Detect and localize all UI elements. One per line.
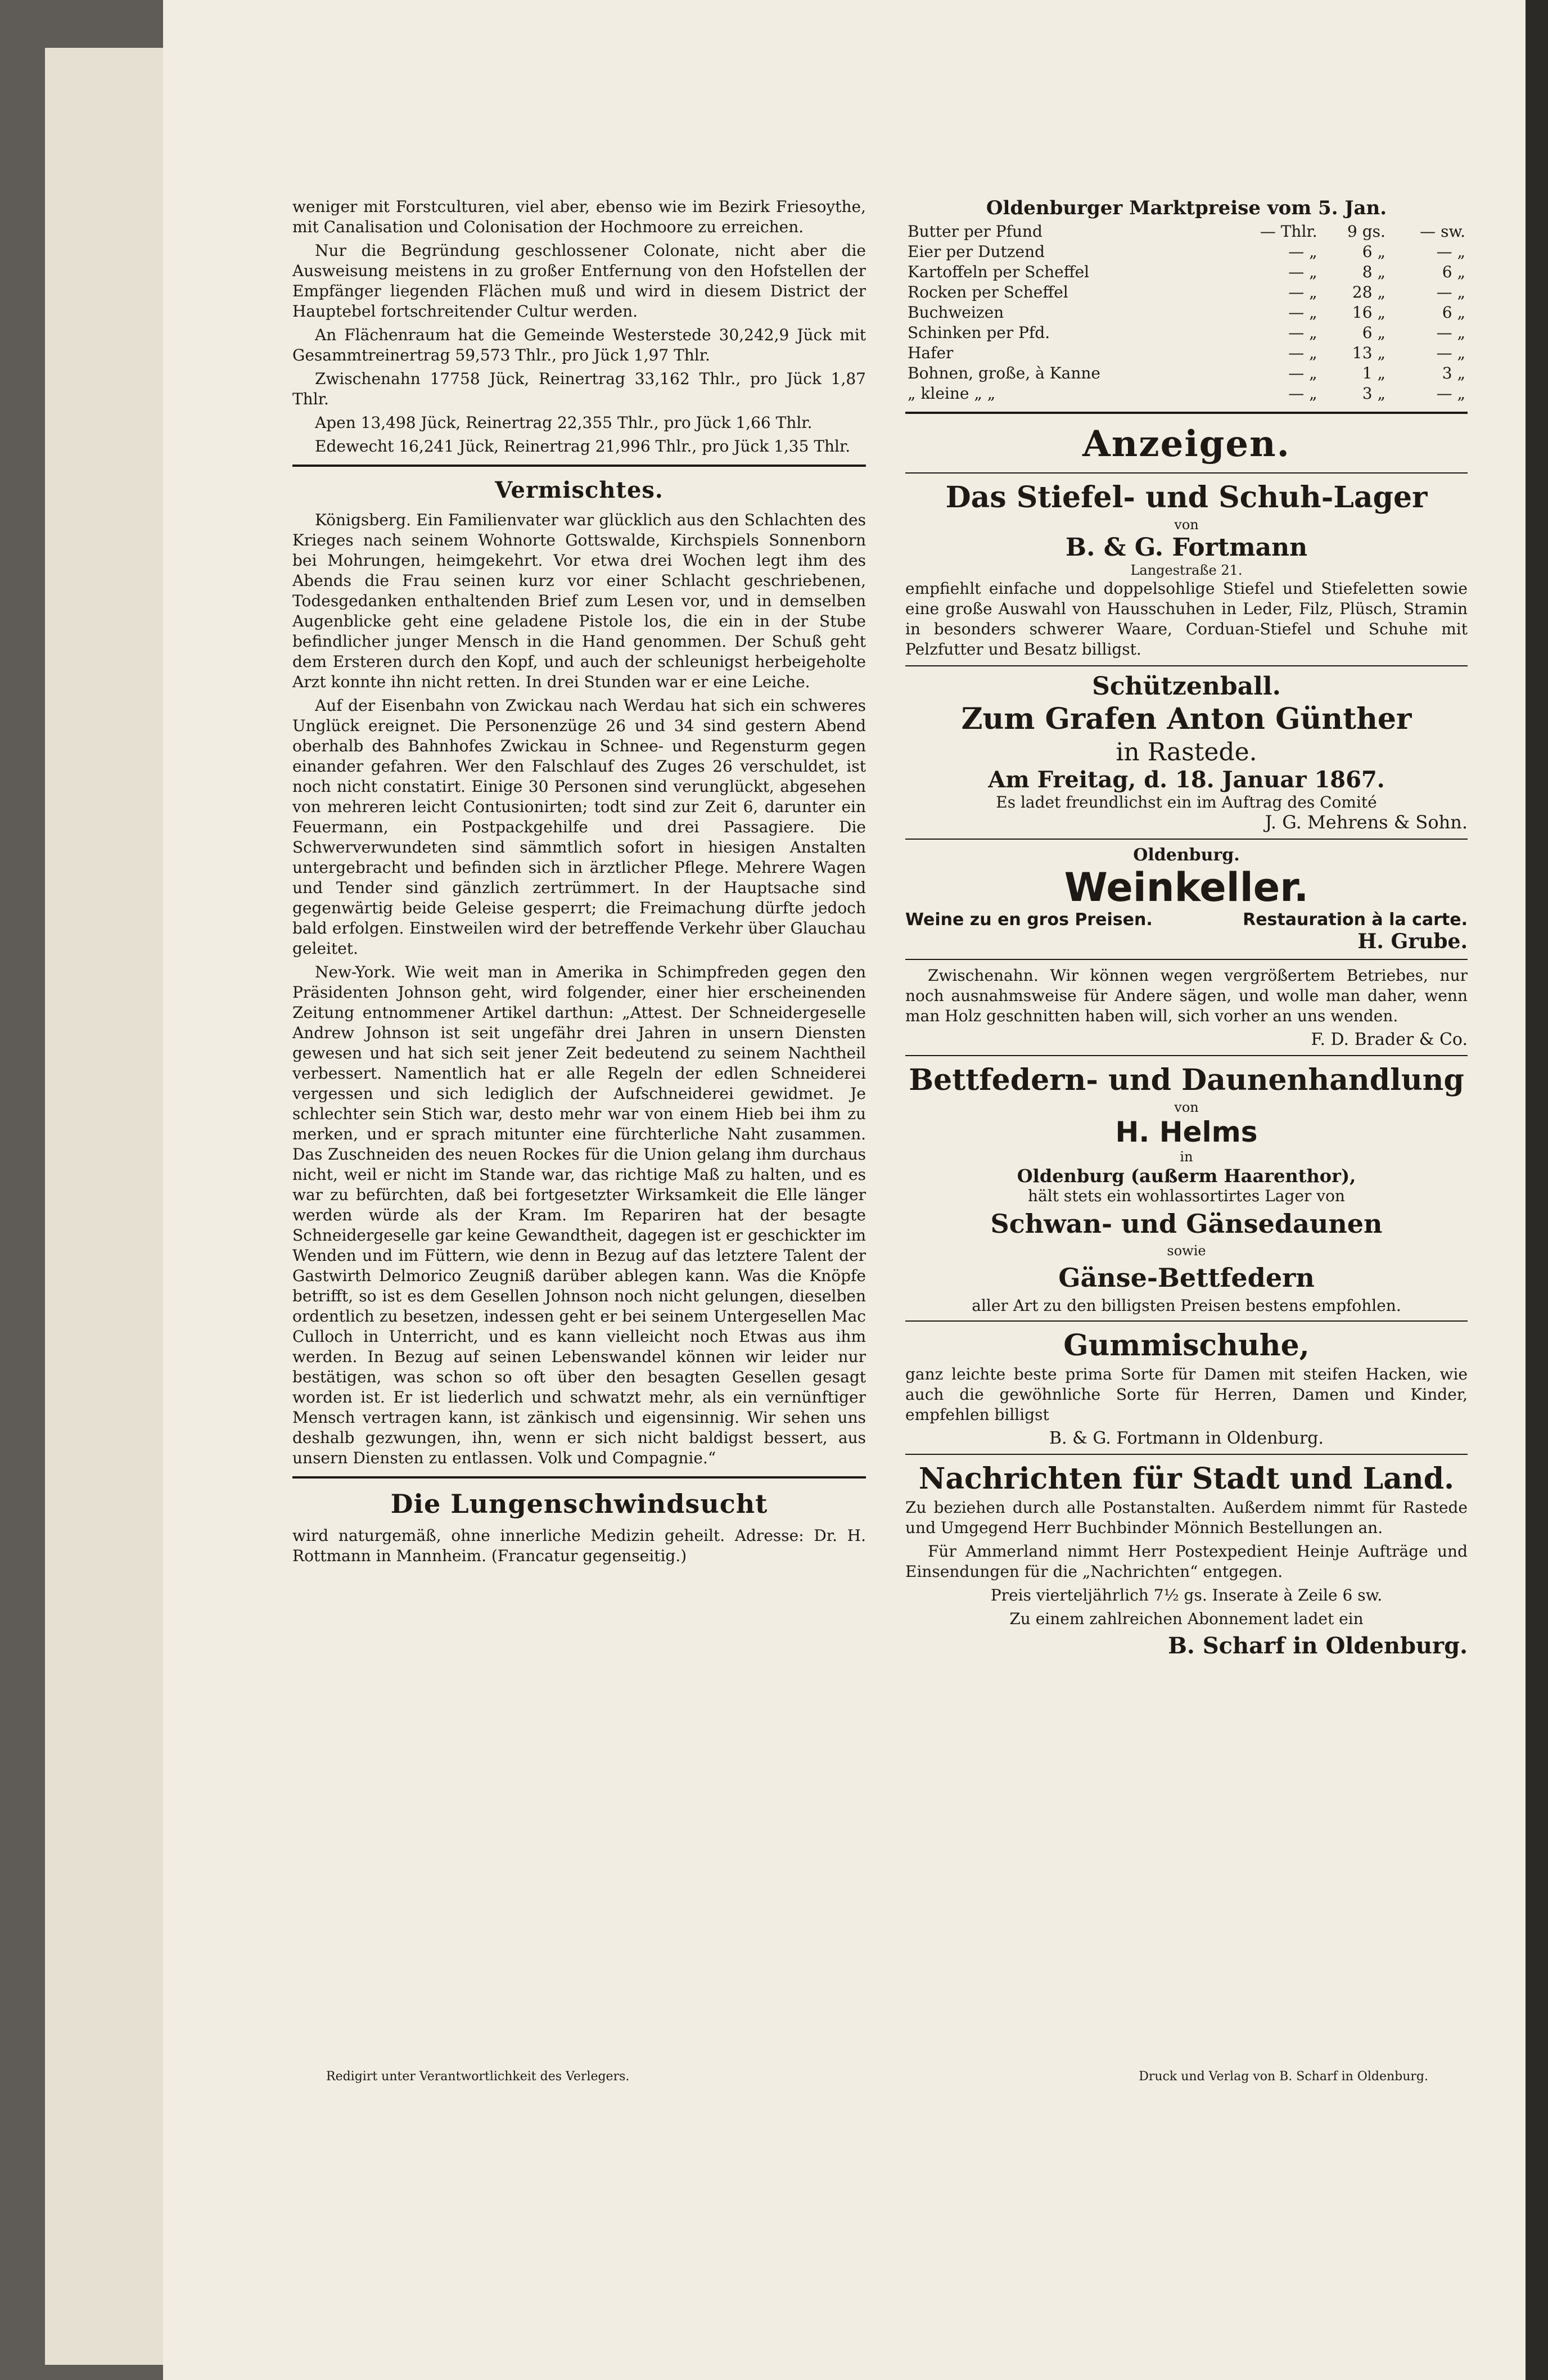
price-gs: 9 gs. <box>1347 222 1385 241</box>
newyork-article: New-York. Wie weit man in Amerika in Schimpfreden gegen den Präsidenten Johnson geht, wird folgender, einer hier erscheinenden Zeitung entnommener Artikel darthun: „Attest. Der Schneidergeselle Andrew Johnson ist seit ungefähr drei Jahren in unsern Diensten gewesen und hat sich seit jener Zeit bedeutend zu seinem Nachtheil verbessert. Namentlich hat er alle Regeln der edlen Schneiderei vergessen und sich lediglich der Aufschneiderei gewidmet. Je schlechter sein Stich war, desto mehr war von einem Hieb bei ihm zu merken, und er sprach mitunter eine fürchterliche Naht zusammen. Das Zuschneiden des neuen Rockes für die Union gelang ihm durchaus nicht, weil er nicht im Stande war, das richtige Maß zu halten, und es war zu befürchten, daß bei fortgesetzter Wirksamkeit die Elle länger werden würde als der Kram. Im Repariren hat der besagte Schneidergeselle gar keine Gewandtheit, dagegen ist er geschickter im Wenden und im Füttern, wie denn in Bezug auf das letztere Talent der Gastwirth Delmorico Zeugniß darüber ablegen kann. Was die Knöpfe betrifft, so ist es dem Gesellen Johnson noch nicht gelungen, dieselben ordentlich zu besetzen, indessen geht er bei seinem Untergesellen Mac Culloch in Unterricht, und es kann vielleicht noch Etwas aus ihm werden. In Bezug auf seinen Lebenswandel können wir leider nur bestätigen, was schon so oft über den besagten Gesellen gesagt worden ist. Er ist liederlich und schwatzt mehr, als ein vernünftiger Mensch vertragen kann, ist zänkisch und eigensinnig. Wir sehen uns deshalb gezwungen, ihn, wenn er sich nicht baldigst bessert, aus unsern Diensten zu entlassen. Volk und Compagnie.“ <box>292 963 866 1467</box>
ad-nachrichten-title: Nachrichten für Stadt und Land. <box>918 1462 1455 1496</box>
westerstede-text: An Flächenraum hat die Gemeinde Westerstede 30,242,9 Jück mit Gesammtreinertrag 59,573 Thlr., pro Jück 1,97 Thlr. <box>292 326 866 364</box>
ad-wein-sign: H. Grube. <box>1357 930 1468 953</box>
ad-bettfedern-title: Bettfedern- und Daunenhandlung <box>909 1063 1464 1097</box>
divider <box>292 1476 866 1479</box>
price-sw: — „ <box>1436 344 1465 362</box>
price-gs: 28 „ <box>1352 283 1385 301</box>
price-thlr: — „ <box>1288 364 1317 382</box>
price-item: Bohnen, große, à Kanne <box>908 364 1100 382</box>
ad-nachrichten-text1: Zu beziehen durch alle Postanstalten. Außerdem nimmt für Rastede und Umgegend Herr Buchbinder Mönnich Bestellungen an. <box>905 1498 1468 1537</box>
price-thlr: — „ <box>1288 283 1317 301</box>
ad-brader-text: Zwischenahn. Wir können wegen vergrößertem Betriebes, nur noch ausnahmsweise für Andere sägen, und wolle man daher, wenn man Holz geschnitten haben will, sich vorher an uns wenden. <box>905 966 1468 1025</box>
price-row <box>905 323 1468 343</box>
divider <box>905 959 1468 960</box>
price-thlr: — „ <box>1288 242 1317 261</box>
lungen-heading: Die Lungenschwindsucht <box>390 1489 768 1519</box>
ad-schuetzenball-title: Schützenball. <box>1092 672 1281 701</box>
intro-text: weniger mit Forstculturen, viel aber, ebenso wie im Bezirk Friesoythe, mit Canalisation und Colonisation der Hochmoore zu erreichen. <box>292 197 866 236</box>
footer-left: Redigirt unter Verantwortlichkeit des Verlegers. <box>326 2070 630 2084</box>
ad-wein-left: Weine zu en gros Preisen. <box>905 910 1153 930</box>
ad-brader-sign: F. D. Brader & Co. <box>1311 1030 1468 1049</box>
ad-nachrichten-text3: Preis vierteljährlich 7½ gs. Inserate à Zeile 6 sw. <box>990 1586 1383 1604</box>
price-row <box>905 303 1468 323</box>
price-sw: 6 „ <box>1442 263 1465 281</box>
ad-bettfedern-firm: H. Helms <box>1115 1116 1258 1148</box>
divider <box>905 1055 1468 1056</box>
price-thlr: — Thlr. <box>1260 222 1317 241</box>
ad-schuetzenball-place: in Rastede. <box>1116 738 1257 767</box>
ad-stiefel-title: Das Stiefel- und Schuh-Lager <box>945 480 1428 515</box>
ad-nachrichten-sign: B. Scharf in Oldenburg. <box>1168 1633 1468 1659</box>
footer <box>326 2070 1428 2084</box>
ad-bettfedern-federn: Gänse-Bettfedern <box>1058 1263 1315 1293</box>
price-sw: — sw. <box>1420 222 1465 241</box>
price-thlr: — „ <box>1288 344 1317 362</box>
ad-bettfedern-daunen: Schwan- und Gänsedaunen <box>990 1209 1383 1239</box>
divider <box>905 1320 1468 1322</box>
price-row <box>905 222 1468 242</box>
scan-edge <box>1526 0 1548 2380</box>
divider <box>905 1454 1468 1455</box>
price-item: Buchweizen <box>908 303 1004 322</box>
ad-gummischuhe-title: Gummischuhe, <box>1063 1328 1310 1363</box>
ad-stiefel-firm: B. & G. Fortmann <box>1065 533 1308 562</box>
left-column <box>292 197 866 1570</box>
zwickau-article: Auf der Eisenbahn von Zwickau nach Werdau hat sich ein schweres Unglück ereignet. Die Personenzüge 26 und 34 sind gestern Abend oberhalb des Bahnhofes Zwickau in Schnee- und Regensturm gegen einander gefahren. Wer den Falschlauf des Zuges 26 verschuldet, ist noch nicht constatirt. Einige 30 Personen sind verunglückt, abgesehen von mehreren leicht Contusionirten; todt sind zur Zeit 6, darunter ein Feuermann, ein Postpackgehilfe und drei Passagiere. Die Schwerverwundeten sind sämmtlich sofort in hiesigen Anstalten untergebracht und befinden sich in ärztlicher Pflege. Mehrere Wagen und Tender sind gänzlich zertrümmert. In der Hauptsache sind gegenwärtig beide Geleise gesperrt; die Freimachung dürfte jedoch bald erfolgen. Einstweilen wird der betreffende Verkehr über Glauchau geleitet. <box>292 696 866 958</box>
price-thlr: — „ <box>1288 303 1317 322</box>
price-sw: 3 „ <box>1442 364 1465 382</box>
ad-bettfedern-von: von <box>1174 1099 1199 1115</box>
ad-stiefel-address: Langestraße 21. <box>1130 562 1243 578</box>
zwischenahn-text: Zwischenahn 17758 Jück, Reinertrag 33,162 Thlr., pro Jück 1,87 Thlr. <box>292 369 866 408</box>
footer-right: Druck und Verlag von B. Scharf in Oldenburg. <box>1139 2070 1428 2084</box>
price-item: Schinken per Pfd. <box>908 323 1050 342</box>
price-gs: 3 „ <box>1362 384 1385 403</box>
edewecht-text: Edewecht 16,241 Jück, Reinertrag 21,996 Thlr., pro Jück 1,35 Thlr. <box>315 437 851 456</box>
price-sw: — „ <box>1436 384 1465 403</box>
colonate-text: Nur die Begründung geschlossener Colonate, nicht aber die Ausweisung meistens in zu großer Entfernung von den Hofstellen der Empfänger liegenden Flächen muß und wird in diesem District der Hauptebel fortschreitender Cultur werden. <box>292 241 866 321</box>
price-gs: 13 „ <box>1352 344 1385 362</box>
price-row <box>905 384 1468 404</box>
ad-schuetzenball-date: Am Freitag, d. 18. Januar 1867. <box>988 767 1385 793</box>
price-item: Rocken per Scheffel <box>908 283 1068 301</box>
price-item: Kartoffeln per Scheffel <box>908 263 1090 281</box>
right-column <box>905 197 1468 1659</box>
divider <box>905 472 1468 474</box>
ad-schuetzenball-sign: J. G. Mehrens & Sohn. <box>1265 812 1468 833</box>
ad-gummischuhe-text: ganz leichte beste prima Sorte für Damen mit steifen Hacken, wie auch die gewöhnliche Sorte für Herren, Damen und Kinder, empfehlen billigst <box>905 1365 1468 1424</box>
ad-bettfedern-in: in <box>1180 1149 1193 1165</box>
price-sw: — „ <box>1436 283 1465 301</box>
ad-wein-place: Oldenburg. <box>1133 845 1240 865</box>
ad-nachrichten-text2: Für Ammerland nimmt Herr Postexpedient Heinje Aufträge und Einsendungen für die „Nachrichten“ entgegen. <box>905 1542 1468 1581</box>
price-item: Hafer <box>908 344 954 362</box>
price-gs: 6 „ <box>1362 242 1385 261</box>
price-item: Butter per Pfund <box>908 222 1042 241</box>
ad-gummischuhe-sign: B. & G. Fortmann in Oldenburg. <box>1049 1428 1324 1448</box>
anzeigen-heading: Anzeigen. <box>1082 423 1290 465</box>
ad-schuetzenball-text: Es ladet freundlichst ein im Auftrag des Comité <box>996 793 1377 812</box>
ad-nachrichten-text4: Zu einem zahlreichen Abonnement ladet ein <box>1009 1610 1364 1628</box>
price-thlr: — „ <box>1288 323 1317 342</box>
apen-text: Apen 13,498 Jück, Reinertrag 22,355 Thlr., pro Jück 1,66 Thlr. <box>315 413 813 432</box>
ad-bettfedern-sowie: sowie <box>1167 1243 1206 1259</box>
ad-wein-right: Restauration à la carte. <box>1243 910 1468 930</box>
price-row <box>905 282 1468 303</box>
divider <box>905 665 1468 666</box>
price-sw: 6 „ <box>1442 303 1465 322</box>
divider <box>905 839 1468 840</box>
ad-bettfedern-address: Oldenburg (außerm Haarenthor), <box>1017 1165 1356 1187</box>
market-heading: Oldenburger Marktpreise vom 5. Jan. <box>986 197 1387 219</box>
price-thlr: — „ <box>1288 263 1317 281</box>
price-gs: 6 „ <box>1362 323 1385 342</box>
price-row <box>905 262 1468 282</box>
price-item: Eier per Dutzend <box>908 242 1045 261</box>
price-sw: — „ <box>1436 323 1465 342</box>
price-row <box>905 363 1468 384</box>
price-table <box>905 222 1468 404</box>
ad-schuetzenball-venue: Zum Grafen Anton Günther <box>961 702 1412 736</box>
price-thlr: — „ <box>1288 384 1317 403</box>
price-gs: 1 „ <box>1362 364 1385 382</box>
ad-wein-row <box>905 910 1468 930</box>
ad-stiefel-text: empfiehlt einfache und doppelsohlige Stiefel und Stiefeletten sowie eine große Auswahl von Hausschuhen in Leder, Filz, Plüsch, Stramin in besonders schwerer Waare, Corduan-Stiefel und Schuhe mit Pelzfutter und Besatz billigst. <box>905 579 1468 659</box>
ad-bettfedern-text1: hält stets ein wohlassortirtes Lager von <box>1028 1187 1345 1205</box>
price-row <box>905 242 1468 262</box>
divider <box>905 412 1468 414</box>
ad-bettfedern-text2: aller Art zu den billigsten Preisen bestens empfohlen. <box>972 1296 1401 1315</box>
koenigsberg-article: Königsberg. Ein Familienvater war glücklich aus den Schlachten des Krieges nach seinem Wohnorte Gottswalde, Kirchspiels Sonnenborn bei Mohrungen, heimgekehrt. Vor etwa drei Wochen legt ihm des Abends die Frau seinen kurz vor einer Schlacht geschriebenen, Todesgedanken enthaltenden Brief zum Lesen vor, und in demselben Augenblicke geht eine geladene Pistole los, die ein in der Stube befindlicher junger Mensch in die Hand genommen. Der Schuß geht dem Ersteren durch den Kopf, und auch der schleunigst herbeigeholte Arzt konnte ihn nicht retten. In drei Stunden war er eine Leiche. <box>292 511 866 691</box>
price-gs: 8 „ <box>1362 263 1385 281</box>
ad-stiefel-von: von <box>1174 517 1199 533</box>
price-row <box>905 343 1468 363</box>
price-sw: — „ <box>1436 242 1465 261</box>
vermischtes-heading: Vermischtes. <box>495 477 664 503</box>
divider <box>292 465 866 467</box>
lungen-text: wird naturgemäß, ohne innerliche Medizin geheilt. Adresse: Dr. H. Rottmann in Mannheim. (Francatur gegenseitig.) <box>292 1526 866 1565</box>
ad-wein-title: Weinkeller. <box>1064 864 1309 910</box>
price-item: „ kleine „ „ <box>908 384 996 403</box>
price-gs: 16 „ <box>1352 303 1385 322</box>
